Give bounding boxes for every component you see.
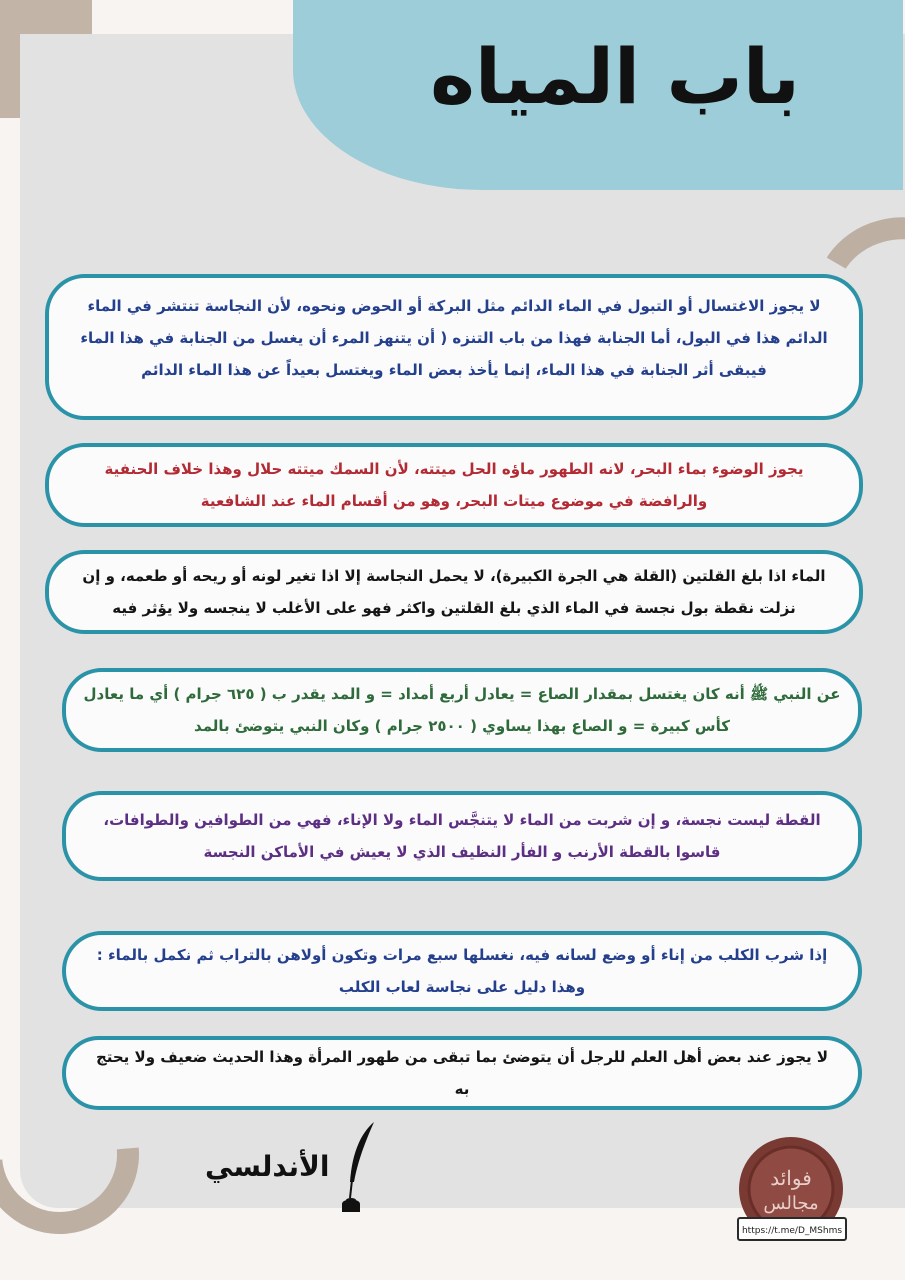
note-text-2: يجوز الوضوء بماء البحر، لانه الطهور ماؤه الحل ميتته، لأن السمك ميتته حلال وهذا خلاف الحنفية والرافضة في موضوع ميتات البحر، وهو من أقسام الماء عند الشافعية	[104, 460, 804, 510]
note-text-4: عن النبي ﷺ أنه كان يغتسل بمقدار الصاع = يعادل أربع أمداد = و المد يقدر ب ( ٦٢٥ جرام ) أي ما يعادل كأس كبيرة = و الصاع بهذا يساوي ( ٢٥٠٠ جرام ) وكان النبي يتوضئ بالمد	[83, 685, 841, 735]
page-title: باب المياه	[430, 32, 800, 121]
note-card-7	[62, 1036, 862, 1110]
quill-icon	[330, 1120, 382, 1212]
note-text-7: لا يجوز عند بعض أهل العلم للرجل أن يتوضئ بما تبقى من طهور المرأة وهذا الحديث ضعيف ولا يحتج به	[95, 1048, 829, 1098]
note-text-5: القطة ليست نجسة، و إن شربت من الماء لا يتنجَّس الماء ولا الإناء، فهي من الطوافين والطوافات، قاسوا بالقطة الأرنب و الفأر النظيف الذي لا يعيش في الأماكن النجسة	[103, 811, 821, 861]
telegram-link[interactable]: https://t.me/D_MShms	[737, 1217, 847, 1241]
note-text-3: الماء اذا بلغ القلتين (القلة هي الجرة الكبيرة)، لا يحمل النجاسة إلا اذا تغير لونه أو ريحه أو طعمه، و إن نزلت نقطة بول نجسة في الماء الذي بلغ القلتين واكثر فهو على الأغلب لا ينجسه ولا يؤثر فيه	[82, 567, 826, 617]
seal-text-top: فوائد	[770, 1166, 812, 1190]
note-card-5	[62, 791, 862, 881]
note-text-1: لا يجوز الاغتسال أو التبول في الماء الدائم مثل البركة أو الحوض ونحوه، لأن النجاسة تنتشر في الماء الدائم هذا في البول، أما الجنابة فهذا من باب التنزه ( أن يتنهز المرء أن يغسل من الجنابة في هذا الماء فيبقى أثر الجنابة في هذا الماء، إنما يأخذ بعض الماء ويغتسل بعيداً عن هذا الماء الدائم	[80, 297, 828, 379]
note-card-4	[62, 668, 862, 752]
note-card-6	[62, 931, 862, 1011]
note-card-1	[45, 274, 863, 420]
note-text-6: إذا شرب الكلب من إناء أو وضع لسانه فيه، نغسلها سبع مرات وتكون أولاهن بالتراب ثم نكمل بالماء : وهذا دليل على نجاسة لعاب الكلب	[96, 946, 828, 996]
author-signature: الأندلسي	[205, 1150, 330, 1183]
seal-text-bottom: مجالس	[763, 1193, 819, 1214]
note-card-3	[45, 550, 863, 634]
note-card-2	[45, 443, 863, 527]
